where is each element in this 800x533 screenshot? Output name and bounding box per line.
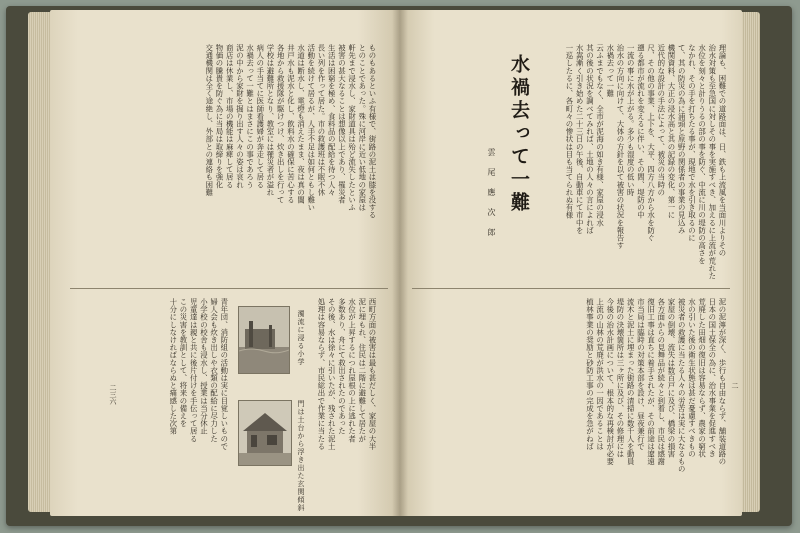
flood-photo-house	[238, 400, 292, 466]
text-column: 理論も、困難での道路面は、日、鉄も上流風を当面川よりその	[718, 44, 727, 257]
caption-photo-top: 濁流に浸る小学	[297, 310, 305, 366]
text-column: 水位が上昇するにつれ屋根の上に逃れた者	[347, 298, 357, 443]
text-column: 泥に埋もれ、住民は二階に避難して居たが	[357, 298, 367, 443]
text-column: 一流の事に水が上がる。多少も湿度の低い時	[626, 44, 636, 196]
text-column: 日本の国土保全の為に、治水事業を促進すべき	[707, 298, 717, 458]
text-column: 市当局は臨時の対策本部を設け、昼夜兼行で	[636, 298, 646, 450]
text-column: 水禍去って一難	[605, 44, 615, 98]
text-column: 治水対策も至急国に対しその事を実施すべき、加えるに上流が荒れた	[707, 44, 717, 280]
text-column: 水禍去って一難とはまさにこの事であろう	[245, 44, 255, 189]
text-column: 機関資料、大正の浸水高と其の記録の変化、第一に	[667, 44, 676, 219]
text-column: 其の後の状況を調べてみれば、土地の人々の言によれば	[585, 44, 595, 234]
text-column: 今後の治水計画について、根本的な再検討が必要	[605, 298, 615, 466]
text-column: 井戸水も泥水と化し、飲料水の確保に苦心する	[286, 44, 296, 204]
text-column: 病人の手当てに医師看護婦が奔走して居る	[255, 44, 265, 189]
text-column: 近代的な設計の手法によって、被災の当時の	[656, 44, 666, 196]
text-column: 各地から救援隊が駆けつけ、炊き出しを行って	[276, 44, 286, 204]
section-divider	[70, 288, 388, 289]
right-page	[400, 10, 742, 516]
text-column: 堤防の決壊箇所は三ヶ所に及び、その修理には	[616, 298, 625, 458]
text-column: 泥の中から家財を掘り出す人々の姿は哀れ	[235, 44, 245, 189]
text-column: 水道は断水し、電燈も消えたまま、夜は真の闇	[296, 44, 306, 204]
caption-photo-bottom: 門は土台から浮き出た玄関傾斜	[297, 400, 305, 512]
text-column: 生活は困窮を極め、食料品の配給を待つ人々	[327, 44, 337, 196]
page-edges-left	[28, 12, 52, 512]
text-column: 商店は休業し、市場の機能は麻痺して居る	[225, 44, 235, 189]
text-column: 活動を続けて居るが、人手不足は如何ともし難い	[306, 44, 316, 212]
text-column: 長い列を作って居た。市の救護班は不眠不休	[317, 44, 326, 196]
text-column: 遡る都市が流れを変えるに伴い、その間、堤防の中	[636, 44, 646, 219]
left-page	[50, 10, 400, 516]
text-column: 上流の山林の荒廃が洪水の一因であることは	[595, 298, 605, 450]
text-column: 荒廃した田畑の復旧は容易ならず、農家の窮状	[697, 298, 707, 458]
text-column: 植林事業の奨励と砂防工事の完成を急がねば	[585, 298, 595, 450]
text-column: 物価の騰貴を防ぐ為に当局は取締りを強化	[215, 44, 224, 189]
text-column: て、其の防災の為に浦頭と原野の関係者の事業の見込み	[677, 44, 687, 234]
text-column: 交通機関は全く途絶し、外部との連絡も困難	[204, 44, 214, 196]
text-column: この災害を教訓として、将来の備えを	[179, 298, 188, 428]
text-column: 西町方面の被害は最も甚だしく、家屋の大半	[368, 298, 377, 450]
book-gutter	[392, 10, 408, 516]
text-column: 十分にしなければならぬと痛感した次第	[168, 298, 178, 435]
text-column: 水位を刻々と計りうるの部の事を防ぐ、中流に川の堤防の高さを	[697, 44, 707, 265]
text-column: 学校は避難所となり、教室には罹災者が溢れ	[266, 44, 275, 196]
text-column: 泥の泥濘が深く、歩行も自由ならず、舗装道路の	[718, 298, 727, 466]
text-column: 青年団、消防組の活動は実に目覚しいもので	[219, 298, 229, 450]
text-column: 軒先まで浸水し、家財道具は殆ど流失したといふ	[347, 44, 357, 212]
text-column: 尺、その他の事業、上下を、大平、四方八方から水を防ぐ	[646, 44, 656, 242]
text-column: 婦人会も炊き出しや衣類の配給に尽力した	[209, 298, 219, 443]
section-divider-right	[412, 288, 730, 289]
text-column: 家屋の倒壊、流失は数百戸に及び、橋梁の損害	[667, 298, 676, 458]
text-column: 治水の方向に向けて、大体の方針を以て被害の状況を報告す	[616, 44, 625, 250]
text-column: 水嵩漸く引き始めた二十三日の午後、自動車にて市中を	[575, 44, 585, 234]
flood-photo-school	[238, 306, 290, 374]
text-column: 水の引いた後の衛生状態は甚だ憂慮すべきもの	[687, 298, 697, 458]
text-column: 被害の甚大なることは想像以上であり、罹災者	[337, 44, 347, 204]
text-column: 復旧工事は直ちに着手されたが、その前途は遼遠	[646, 298, 656, 466]
page-number-right: 二	[731, 382, 739, 389]
text-column: 云ふまでもなく、全市が泥海の如き有様、家屋の浸水	[595, 44, 605, 227]
page-number-left: 二三六	[109, 384, 117, 405]
text-column: 流木と泥土に埋まった街路の清掃に数千人を動員	[626, 298, 636, 466]
text-column: 一巡したるに、各町々の惨状は目も当てられぬ有様	[565, 44, 574, 219]
text-column: 児童達は親と共に後片付けを手伝って居る	[189, 298, 199, 443]
text-column: とのことであった。殊に河岸に近い低地の家屋は	[357, 44, 367, 212]
text-column: 処理は容易ならず、市民総出で作業に当たる	[317, 298, 326, 450]
text-column: なかれ、その手を打ちたる事が、現地で水を引き取るのに	[687, 44, 697, 242]
text-column: 小学校の校舎も浸水し、授業は当分休止	[199, 298, 209, 435]
text-column: 各方面からの見舞品が続々と到着し、市民は感謝	[656, 298, 666, 466]
text-column: 多数あり、舟にて救出されたのであった	[337, 298, 347, 435]
text-column: 被災者の救護に当たる人々の労苦は実に大なるもの	[677, 298, 687, 473]
text-column: その後、水は徐々に引いたが、残された泥土	[327, 298, 337, 450]
article-title: 水禍去って一難	[508, 54, 530, 215]
text-column: ものもあるといふ有様で、街路の泥土は膝を没する	[368, 44, 377, 219]
article-author: 雲 尾 應 次 郎	[487, 148, 496, 238]
